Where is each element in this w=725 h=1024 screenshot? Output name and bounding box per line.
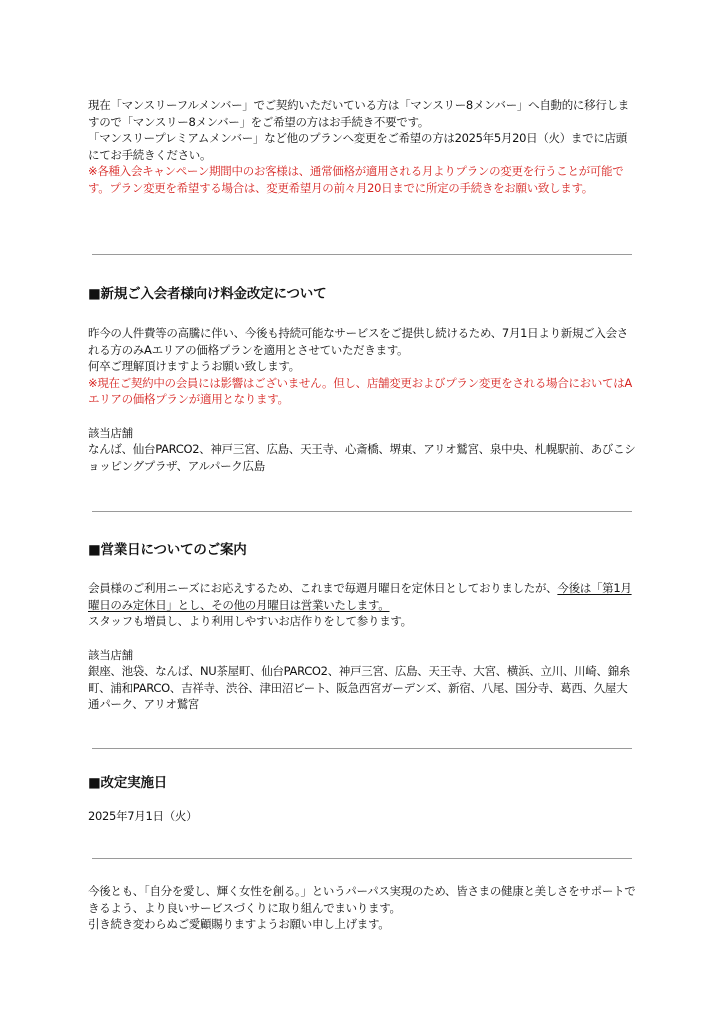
- divider: [92, 748, 632, 749]
- section-business-days-body: [88, 580, 636, 613]
- business-days-text: 会員様のご利用ニーズにお応えするため、これまで毎週月曜日を定休日としておりましたが、: [88, 581, 558, 595]
- business-days-underlined-text: 今後は「第1月曜日のみ定休日」とし、その他の月曜日は営業いたします。: [88, 581, 632, 612]
- closing-block: [88, 883, 636, 933]
- effective-date: 2025年7月1日（火）: [88, 809, 198, 823]
- section-pricing-title: ■新規ご入会者様向け料金改定について: [88, 286, 327, 302]
- section-pricing-body: 昨今の人件費等の高騰に伴い、今後も持続可能なサービスをご提供し続けるため、7月1日より新規ご入会される方のみAエリアの価格プランを適用とさせていただきます。: [88, 326, 628, 357]
- closing-line-2: 引き続き変わらぬご愛顧賜りますようお願い申し上げます。: [88, 917, 390, 931]
- divider: [92, 858, 632, 859]
- section-effective-date: [88, 774, 636, 825]
- section-business-days-stores: 銀座、池袋、なんば、NU茶屋町、仙台PARCO2、神戸三宮、広島、天王寺、大宮、横浜、立川、川崎、錦糸町、浦和PARCO、吉祥寺、渋谷、津田沼ビート、阪急西宮ガーデンズ、新宿、八尾、国分寺、葛西、久屋大通パーク、アリオ鷲宮: [88, 664, 631, 711]
- section-pricing-note: ※現在ご契約中の会員には影響はございません。但し、店舗変更およびプラン変更をされる場合においてはAエリアの価格プランが適用となります。: [88, 375, 632, 406]
- section-business-days-title: ■営業日についてのご案内: [88, 542, 247, 558]
- divider: [92, 511, 632, 512]
- section-business-days: [88, 541, 636, 713]
- section-pricing-stores: なんば、仙台PARCO2、神戸三宮、広島、天王寺、心斎橋、堺東、アリオ鷲宮、泉中央、札幌駅前、あびこショッピングプラザ、アルパーク広島: [88, 442, 636, 473]
- section-pricing-request: 何卒ご理解頂けますようお願い致します。: [88, 359, 300, 373]
- intro-line-1: 現在「マンスリーフルメンバー」でご契約いただいている方は「マンスリー8メンバー」へ自動的に移行しますので「マンスリー8メンバー」をご希望の方はお手続き不要です。: [88, 98, 629, 129]
- closing-line-1: 今後とも、「自分を愛し、輝く女性を創る。」というパーパス実現のため、皆さまの健康と美しさをサポートできるよう、より良いサービスづくりに取り組んでまいります。: [88, 884, 636, 915]
- intro-note: ※各種入会キャンペーン期間中のお客様は、通常価格が適用される月よりプランの変更を行うことが可能です。プラン変更を希望する場合は、変更希望月の前々月20日までに所定の手続きをお願い致します。: [88, 164, 624, 195]
- intro-line-2: 「マンスリープレミアムメンバー」など他のプランへ変更をご希望の方は2025年5月20日（火）までに店頭にてお手続きください。: [88, 131, 627, 162]
- section-business-days-stores-label: 該当店舗: [88, 647, 133, 662]
- section-effective-date-title: ■改定実施日: [88, 775, 168, 791]
- divider: [92, 254, 632, 255]
- section-pricing: [88, 285, 636, 474]
- section-business-days-staff: スタッフも増員し、より利用しやすいお店作りをして参ります。: [88, 614, 412, 628]
- intro-block: [88, 97, 636, 196]
- section-pricing-stores-label: 該当店舗: [88, 425, 133, 440]
